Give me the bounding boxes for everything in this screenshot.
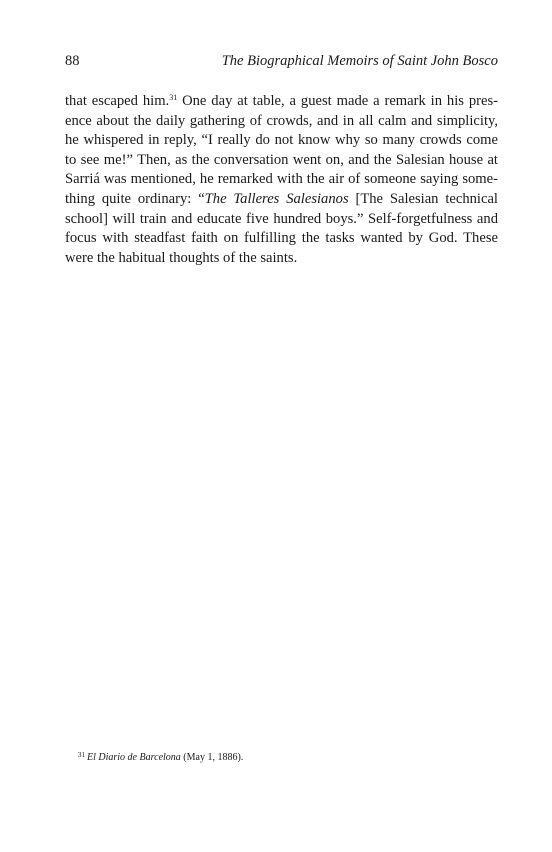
footnote: [78, 751, 243, 765]
text-line: ence about the daily gathering of crowds, and in all calm and simplicity,: [65, 112, 498, 129]
footnote-source-title: El Diario de Barcelona: [87, 752, 181, 763]
page-number: 88: [65, 53, 80, 69]
text-segment: One day at table, a guest made a remark in his pres-: [177, 93, 499, 109]
text-line: he whispered in reply, “I really do not know why so many crowds come: [65, 132, 498, 149]
text-line: [65, 92, 498, 112]
text-line: Sarriá was mentioned, he remarked with the air of someone saying some-: [65, 171, 498, 188]
text-line: to see me!” Then, as the conversation went on, and the Salesian house at: [65, 151, 498, 168]
page-header: [65, 51, 498, 71]
text-segment: thing quite ordinary: “: [65, 190, 205, 207]
footnote-number: 31: [78, 751, 85, 759]
text-line: [65, 190, 498, 210]
running-title: The Biographical Memoirs of Saint John Bosco: [221, 53, 498, 69]
body-paragraph: [65, 92, 498, 268]
text-segment: [The Salesian technical: [348, 190, 498, 207]
text-line: were the habitual thoughts of the saints.: [65, 249, 298, 266]
text-segment: that escaped him.: [65, 93, 170, 109]
footnote-source-date: (May 1, 1886).: [180, 752, 244, 763]
footnote-reference: 31: [169, 93, 178, 102]
italic-title: The Talleres Salesianos: [204, 190, 349, 207]
text-line: focus with steadfast faith on fulfilling the tasks wanted by God. These: [65, 230, 498, 247]
text-line: school] will train and educate five hundred boys.” Self-forgetfulness and: [65, 210, 498, 227]
